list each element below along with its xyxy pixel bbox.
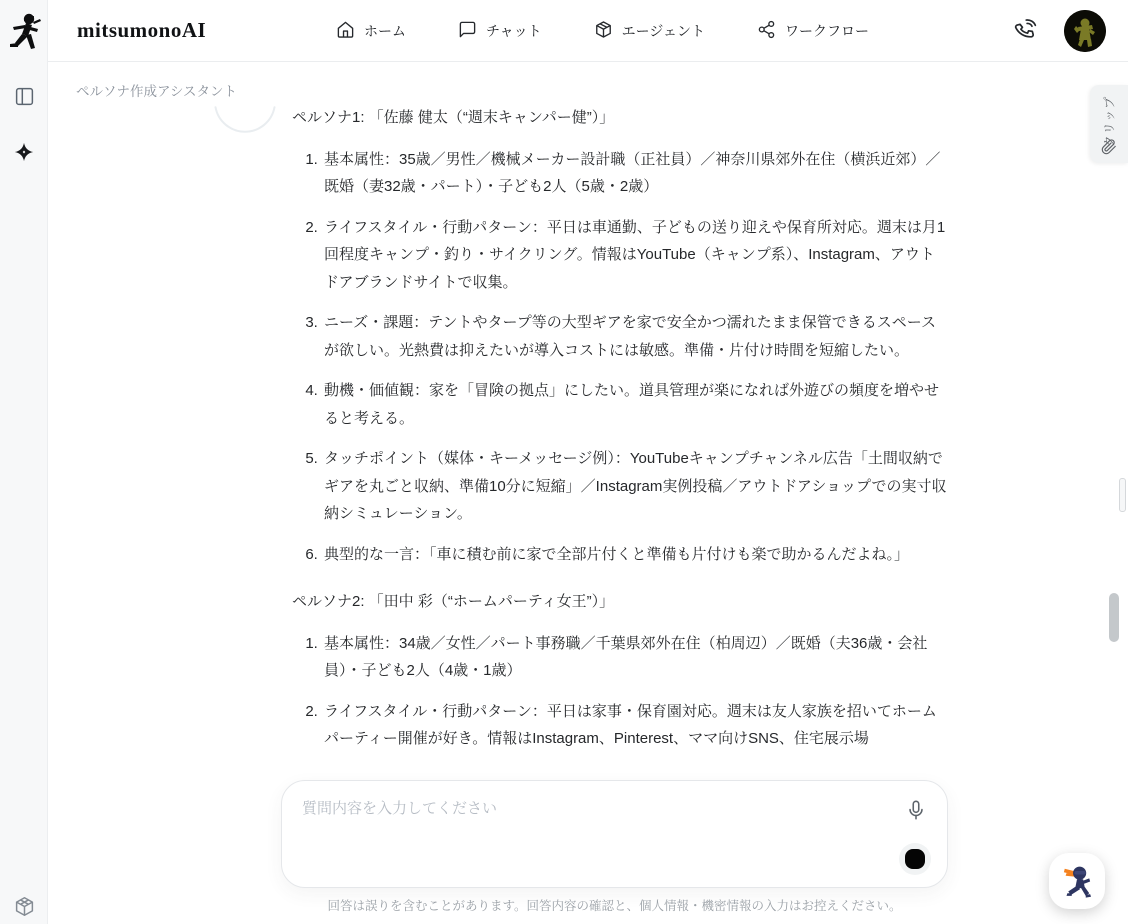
share-nodes-icon <box>757 20 776 42</box>
persona2-list <box>292 630 948 753</box>
list-item: 6. 典型的な一言：「車に積む前に家で全部片付くと準備も片付けも楽で助かるんだよね。」 <box>322 541 948 569</box>
ninja-mascot <box>1056 860 1098 902</box>
composer-zone <box>48 780 1128 924</box>
chat-scrollbar-thumb[interactable] <box>1109 593 1119 642</box>
nav-agent[interactable] <box>594 20 705 42</box>
nav-agent-label: エージェント <box>621 22 706 39</box>
disclaimer-text: 回答は誤りを含むことがあります。回答内容の確認と、個人情報・機密情報の入力はお控えください。 <box>327 899 902 913</box>
persona2-heading: ペルソナ2: 「田中 彩（“ホームパーティ女王”）」 <box>292 593 615 610</box>
list-item: 3. ニーズ・課題：テントやタープ等の大型ギアを家で安全かつ濡れたまま保管できるスペースが欲しい。光熱費は抑えたいが導入コストには敏感。準備・片付け時間を短縮したい。 <box>322 309 948 364</box>
question-input[interactable] <box>302 797 882 873</box>
persona1-list <box>292 146 948 569</box>
composer-card[interactable] <box>281 780 948 888</box>
main-nav <box>336 20 869 42</box>
persona1-heading: ペルソナ1: 「佐藤 健太（“週末キャンパー健”）」 <box>292 109 615 126</box>
home-icon <box>336 20 355 42</box>
clip-side-tab[interactable] <box>1090 85 1128 163</box>
nav-chat-label: チャット <box>486 22 542 39</box>
assistant-message <box>292 104 948 766</box>
panel-toggle-icon[interactable] <box>10 82 38 110</box>
chat-bubble-icon <box>458 20 477 42</box>
phone-call-icon[interactable] <box>1012 17 1040 45</box>
brand-title[interactable]: mitsumonoAI <box>77 18 207 42</box>
nav-workflow-label: ワークフロー <box>785 22 870 39</box>
mascot-assistant-button[interactable] <box>1049 853 1105 909</box>
list-item: 5. タッチポイント（媒体・キーメッセージ例）：YouTubeキャンプチャンネル広告「土間収納でギアを丸ごと収納、準備10分に短縮」／Instagram実例投稿／アウトドアショップでの実寸収納シミュレーション。 <box>322 445 948 528</box>
nav-home-label: ホーム <box>364 22 406 39</box>
list-item: 1. 基本属性：34歳／女性／パート事務職／千葉県郊外在住（柏周辺）／既婚（夫36歳・会社員）・子ども2人（4歳・1歳） <box>322 630 948 685</box>
loading-spinner-arc <box>205 62 285 142</box>
user-avatar[interactable] <box>1064 10 1106 52</box>
nav-home[interactable] <box>336 20 406 42</box>
nav-chat[interactable] <box>458 20 542 42</box>
stop-generating-button[interactable] <box>899 843 931 875</box>
clip-tab-label: クリップ <box>1102 95 1117 148</box>
microphone-icon[interactable] <box>903 797 929 823</box>
header-right <box>1012 10 1106 52</box>
stop-generating-icon <box>905 849 925 869</box>
assistant-name: ペルソナ作成アシスタント <box>76 84 238 99</box>
list-item: 2. ライフスタイル・行動パターン：平日は車通勤、子どもの送り迎えや保育所対応。週末は月1回程度キャンプ・釣り・サイクリング。情報はYouTube（キャンプ系）、Instagram、アウトドアブランドサイトで収集。 <box>322 214 948 297</box>
list-item: 1. 基本属性：35歳／男性／機械メーカー設計職（正社員）／神奈川県郊外在住（横浜近郊）／既婚（妻32歳・パート）・子ども2人（5歳・2歳） <box>322 146 948 201</box>
cube-box-icon <box>594 20 613 42</box>
nav-workflow[interactable] <box>757 20 869 42</box>
sparkle-icon[interactable] <box>10 138 38 166</box>
top-header <box>48 0 1128 62</box>
list-item: 4. 動機・価値観：家を「冒険の拠点」にしたい。道具管理が楽になれば外遊びの頻度を増やせると考える。 <box>322 377 948 432</box>
window-scrollbar-thumb[interactable] <box>1119 478 1126 512</box>
left-rail <box>0 0 48 924</box>
ninja-logo <box>4 10 44 52</box>
codesandbox-cube-icon[interactable] <box>10 892 38 920</box>
list-item: 2. ライフスタイル・行動パターン：平日は家事・保育園対応。週末は友人家族を招いてホームパーティー開催が好き。情報はInstagram、Pinterest、ママ向けSNS、住宅展示場 <box>322 698 948 753</box>
